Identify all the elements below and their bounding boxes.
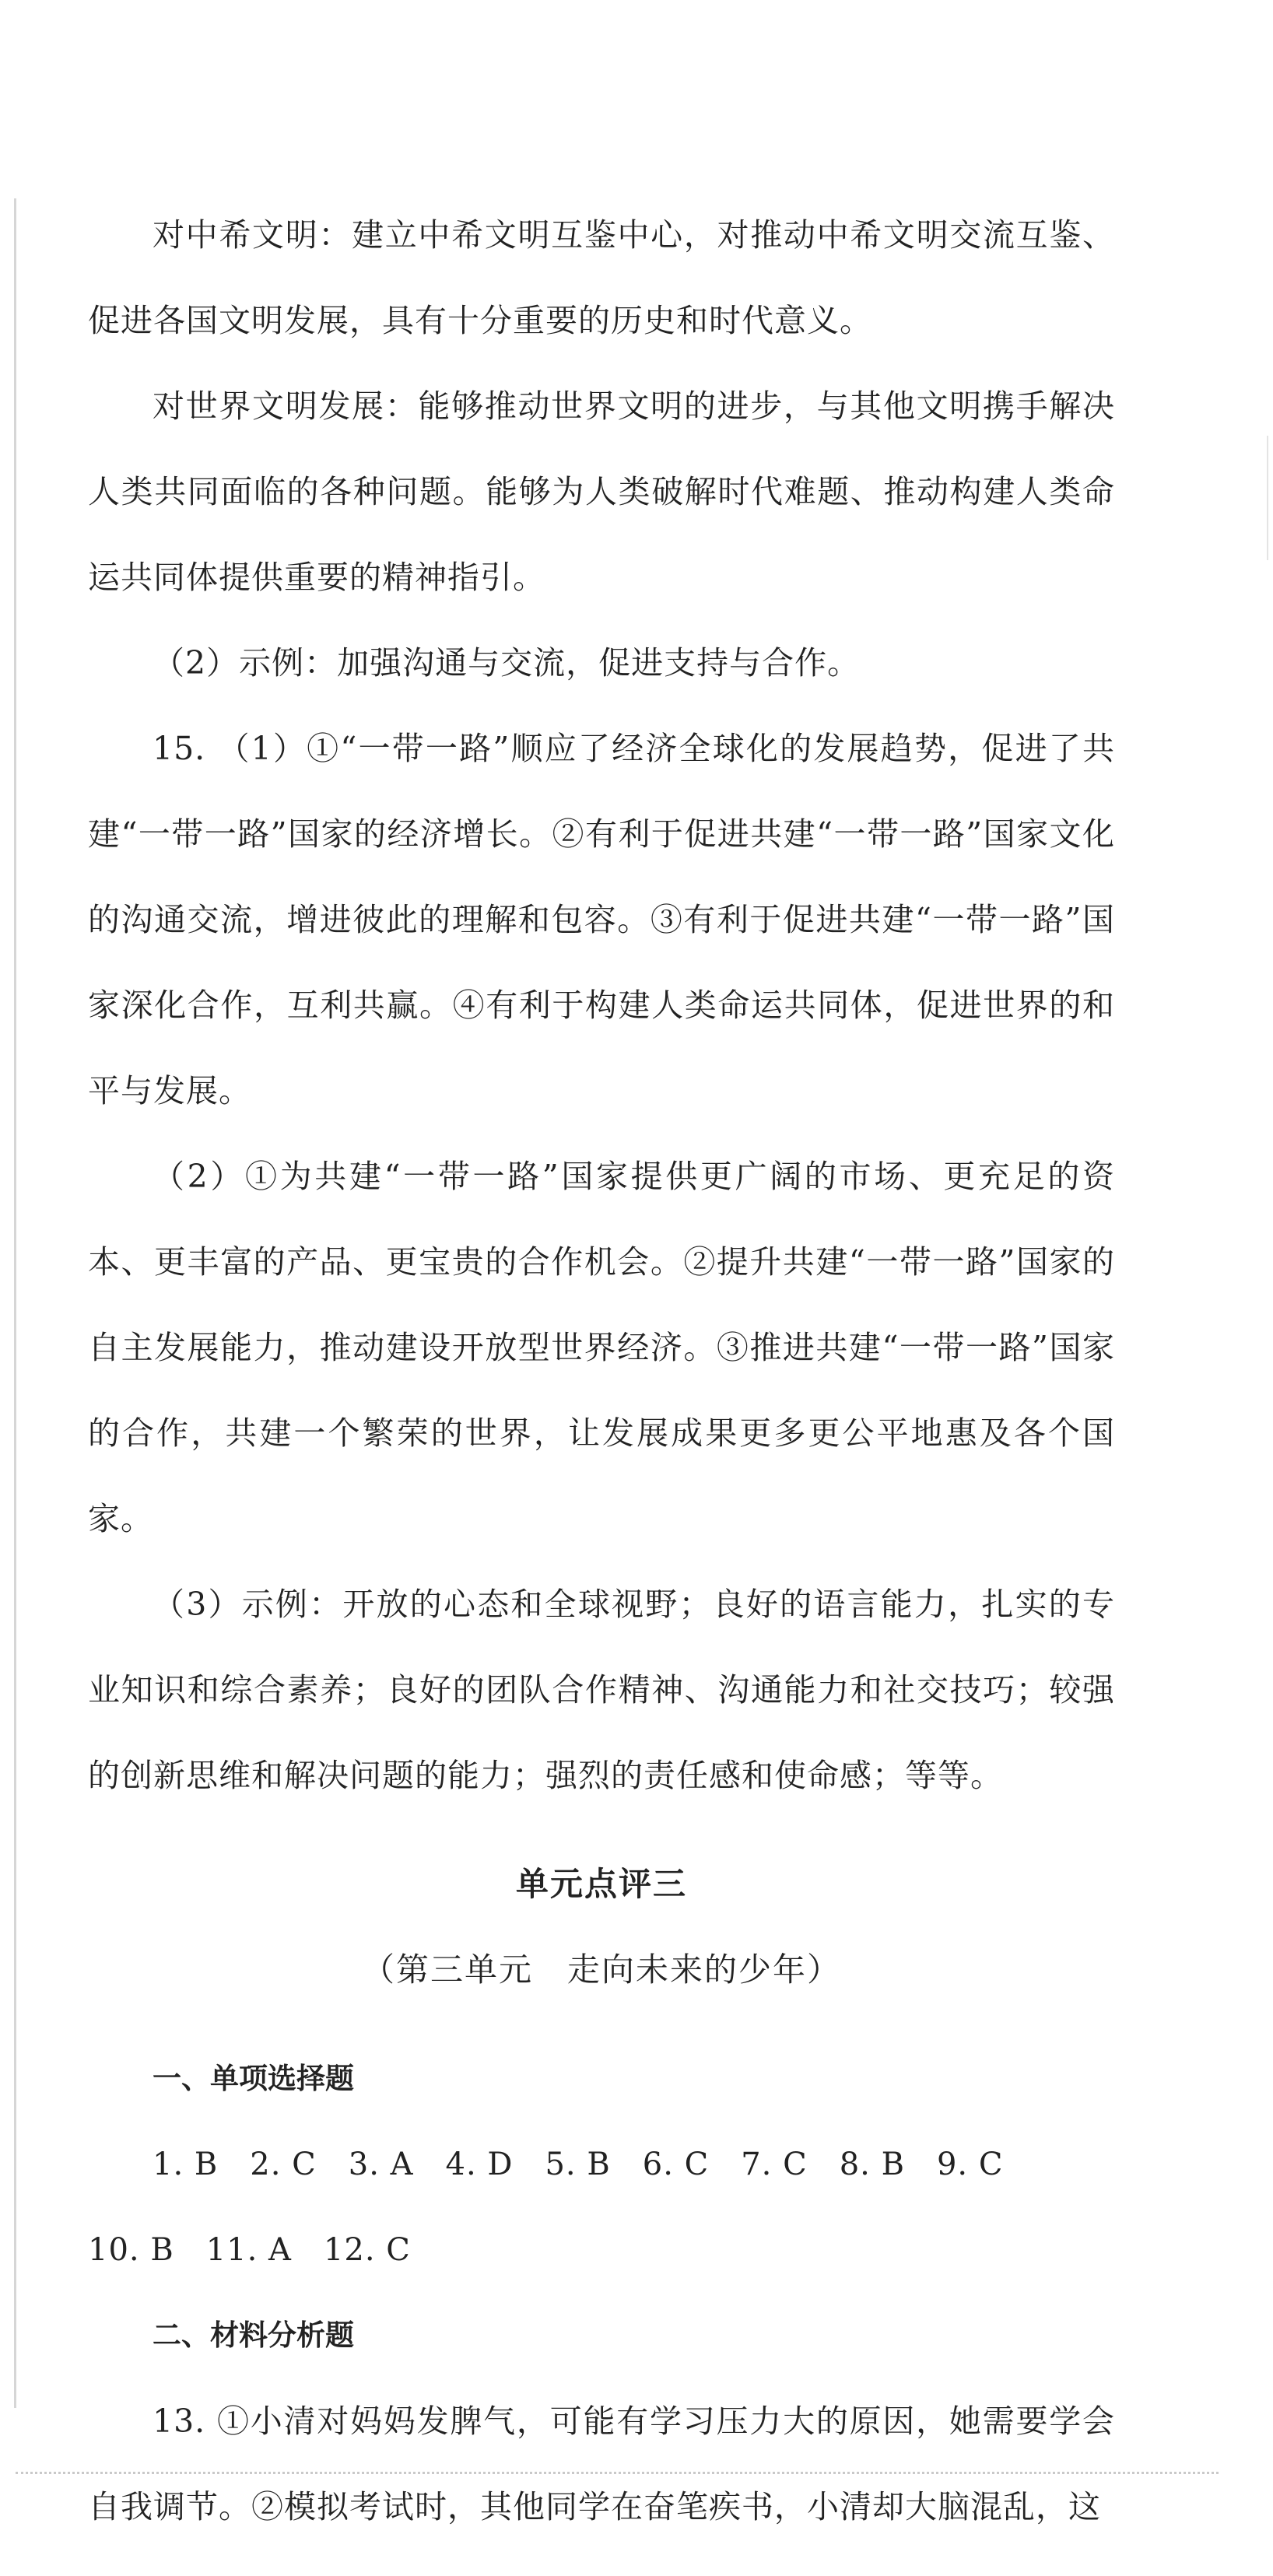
page-edge-rule	[14, 198, 16, 2408]
paragraph-world-civilization: 对世界文明发展：能够推动世界文明的进步，与其他文明携手解决人类共同面临的各种问题。能够为人类破解时代难题、推动构建人类命运共同体提供重要的精神指引。	[88, 387, 1115, 596]
answers-line-1: 1. B 2. C 3. A 4. D 5. B 6. C 7. C 8. B 9. C	[153, 2147, 1004, 2182]
spacer	[88, 2013, 1115, 2036]
section-subtitle: （第三单元 走向未来的少年）	[361, 1950, 841, 1989]
heading-material-analysis: 二、材料分析题	[153, 2318, 354, 2352]
dotted-separator	[16, 2472, 1219, 2474]
paragraph-q15-part2: （2）①为共建“一带一路”国家提供更广阔的市场、更充足的资本、更丰富的产品、更宝贵的合作机会。②提升共建“一带一路”国家的自主发展能力，推动建设开放型世界经济。③推进共建“一带一路”国家的合作，共建一个繁荣的世界，让发展成果更多更公平地惠及各个国家。	[88, 1158, 1115, 1537]
heading-multiple-choice: 一、单项选择题	[153, 2062, 354, 2095]
answers-line-2: 10. B 11. A 12. C	[88, 2232, 411, 2268]
page-edge-mark	[1267, 436, 1268, 560]
paragraph-q15-part1: 15. （1）①“一带一路”顺应了经济全球化的发展趋势，促进了共建“一带一路”国家的经济增长。②有利于促进共建“一带一路”国家文化的沟通交流，增进彼此的理解和包容。③有利于促进共建“一带一路”国家深化合作，互利共赢。④有利于构建人类命运共同体，促进世界的和平与发展。	[88, 730, 1115, 1109]
paragraph-q15-part3: （3）示例：开放的心态和全球视野；良好的语言能力，扎实的专业知识和综合素养；良好的团队合作精神、沟通能力和社交技巧；较强的创新思维和解决问题的能力；强烈的责任感和使命感；等等。	[88, 1586, 1115, 1794]
section-title: 单元点评三	[515, 1865, 687, 1903]
answer-key-page	[88, 192, 1115, 2550]
paragraph-q13: 13. ①小清对妈妈发脾气，可能有学习压力大的原因，她需要学会自我调节。②模拟考试时，其他同学在奋笔疾书，小清却大脑混乱，这	[88, 2403, 1115, 2525]
spacer	[88, 1818, 1115, 1842]
paragraph-greek-civilization: 对中希文明：建立中希文明互鉴中心，对推动中希文明交流互鉴、促进各国文明发展，具有十分重要的历史和时代意义。	[88, 216, 1115, 339]
paragraph-q14-part2: （2）示例：加强沟通与交流，促进支持与合作。	[153, 644, 861, 682]
